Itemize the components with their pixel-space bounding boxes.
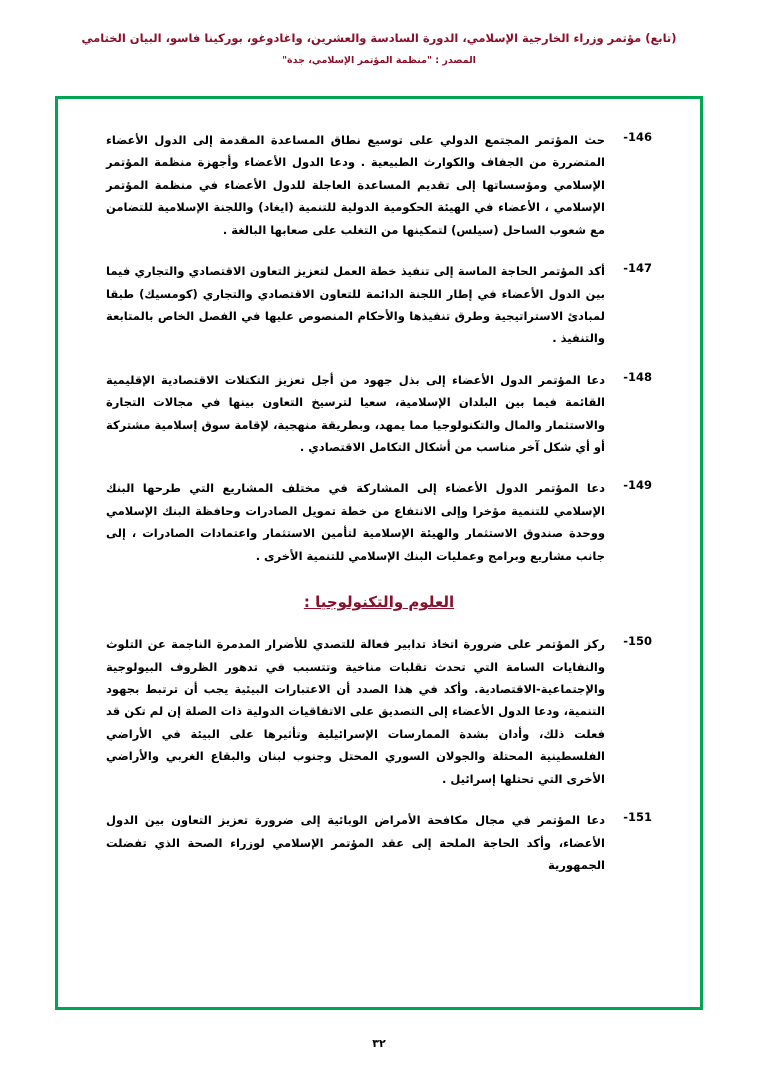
paragraph-text: دعا المؤتمر الدول الأعضاء إلى المشاركة في مختلف المشاريع التي طرحها البنك الإسلامي للتنمية مؤخرا وإلى الانتفاع من خطة تمويل الصادرات وحافظة البنك الإسلامي ووحدة صندوق الاستثمار والهيئة الإسلامية لتأمين الاستثمار واعتمادات الصادرات ، إلى جانب مشاريع وبرامج وعمليات البنك الإسلامي للتنمية الأخرى . xyxy=(106,481,605,563)
paragraph-150 xyxy=(106,633,652,790)
header-title: (تابع) مؤتمر وزراء الخارجية الإسلامي، الدورة السادسة والعشرين، واغادوغو، بوركينا فاسو، البيان الختامي xyxy=(81,31,677,45)
content-frame xyxy=(55,96,703,1010)
paragraph-text: ركز المؤتمر على ضرورة اتخاذ تدابير فعالة للتصدي للأضرار المدمرة الناجمة عن التلوث والنفايات السامة التي تحدث تقلبات مناخية وتتسبب في تدهور الظروف البيولوجية والإجتماعية-الاقتصادية. وأكد في هذا الصدد أن الاعتبارات البيئية يجب أن ترتبط بجهود التنمية، ودعا الدول الأعضاء إلى التصديق على الاتفاقيات الدولية ذات الصلة إن لم تكن قد فعلت ذلك، وأدان بشدة الممارسات الإسرائيلية وتأثيرها على البيئة في الأراضي الفلسطينية المحتلة والجولان السوري المحتل وجنوب لبنان والبقاع الغربي والأراضي الأخرى التي تحتلها إسرائيل . xyxy=(106,637,605,786)
paragraph-number: 147- xyxy=(623,261,652,276)
paragraph-149 xyxy=(106,477,652,567)
paragraph-151 xyxy=(106,809,652,876)
paragraph-number: 146- xyxy=(623,130,652,144)
page-number: ٣٢ xyxy=(372,1037,386,1050)
page-header xyxy=(0,0,758,66)
content-body xyxy=(106,129,652,997)
paragraph-number: 149- xyxy=(623,478,652,493)
paragraph-number: 151- xyxy=(623,810,652,825)
paragraph-148 xyxy=(106,369,652,459)
paragraph-text: دعا المؤتمر الدول الأعضاء إلى بذل جهود من أجل تعزيز التكتلات الاقتصادية الإقليمية القائمة فيما بين البلدان الإسلامية، سعيا لترسيخ التعاون بينها في مجالات التجارة والاستثمار والمال والتكنولوجيا مما يمهد، وبطريقة منهجية، لإقامة سوق إسلامية مشتركة أو أي شكل آخر مناسب من أشكال التكامل الاقتصادي . xyxy=(106,372,605,455)
paragraph-147 xyxy=(106,260,652,350)
section-heading: العلوم والتكنولوجيا : xyxy=(303,593,455,612)
paragraph-number: 148- xyxy=(623,369,652,384)
paragraph-text: دعا المؤتمر في مجال مكافحة الأمراض الوبائية إلى ضرورة تعزيز التعاون بين الدول الأعضاء، وأكد الحاجة الملحة إلى عقد المؤتمر الإسلامي لوزراء الصحة الذي تفضلت الجمهورية xyxy=(106,813,605,872)
paragraph-text: أكد المؤتمر الحاجة الماسة إلى تنفيذ خطة العمل لتعزيز التعاون الاقتصادي والتجاري فيما بين الدول الأعضاء في إطار اللجنة الدائمة للتعاون الاقتصادي والتجاري (كومسيك) طبقا لمبادئ الاستراتيجية وطرق تنفيذها والأحكام المنصوص عليها في الفصل الخاص بالمتابعة والتنفيذ . xyxy=(106,264,605,346)
paragraph-text: حث المؤتمر المجتمع الدولي على توسيع نطاق المساعدة المقدمة إلى الدول الأعضاء المتضررة من الجفاف والكوارث الطبيعية . ودعا الدول الأعضاء وأجهزة منظمة المؤتمر الإسلامي ومؤسساتها إلى تقديم المساعدة العاجلة للدول الأعضاء في منظمة المؤتمر الإسلامي ، الأعضاء في الهيئة الحكومية الدولية للتنمية (ايغاد) واللجنة الإسلامية للتضامن مع شعوب الساحل (سيلس) لتمكينها من التغلب على صعابها البالغة . xyxy=(106,133,605,237)
header-source: المصدر : "منظمة المؤتمر الإسلامي، جدة" xyxy=(282,55,476,67)
paragraph-number: 150- xyxy=(623,634,652,649)
paragraph-146 xyxy=(106,129,652,241)
